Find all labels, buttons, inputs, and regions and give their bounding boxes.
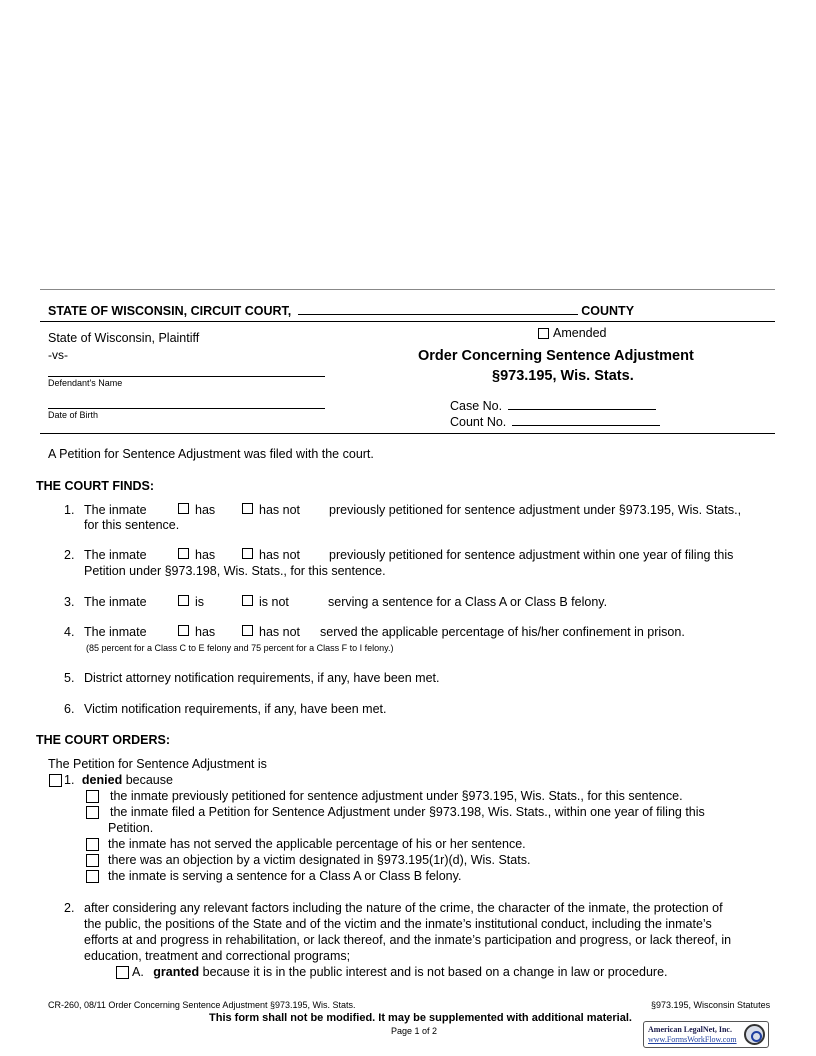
finding-4-num: 4.: [64, 625, 75, 639]
reason-4-text: there was an objection by a victim designated in §973.195(1r)(d), Wis. Stats.: [108, 853, 531, 867]
reason-3-checkbox[interactable]: [86, 838, 99, 851]
finding-1-cont: for this sentence.: [84, 518, 180, 532]
case-no-field: [450, 398, 656, 413]
caption-rule: [40, 433, 775, 434]
orders-heading: THE COURT ORDERS:: [36, 733, 171, 747]
footer-page-number: Page 1 of 2: [391, 1026, 438, 1036]
finding-2-has-label: has: [195, 548, 216, 562]
finding-3-is-not-label: is not: [259, 595, 289, 609]
finding-5-num: 5.: [64, 671, 75, 685]
findings-heading: THE COURT FINDS:: [36, 479, 155, 493]
order-1-num: 1.: [64, 773, 75, 787]
plaintiff-label: State of Wisconsin, Plaintiff: [48, 331, 200, 345]
finding-1-text: previously petitioned for sentence adjustment under §973.195, Wis. Stats.,: [329, 503, 742, 517]
order-2a-granted-label: granted: [153, 965, 200, 979]
finding-4-lead: The inmate: [84, 625, 147, 639]
count-no-blank[interactable]: [512, 414, 660, 426]
finding-3-is-not-checkbox[interactable]: [242, 595, 253, 606]
order-2a-text: because it is in the public interest and is not based on a change in law or procedure.: [202, 965, 668, 979]
footer-statute: §973.195, Wisconsin Statutes: [651, 1000, 771, 1010]
reason-1-text: the inmate previously petitioned for sentence adjustment under §973.195, Wis. Stats., for this sentence.: [110, 789, 683, 803]
order-1-because: because: [125, 773, 173, 787]
order-2a-label: A.: [132, 965, 144, 979]
order-1-denied-label: denied: [81, 773, 123, 787]
defendant-name-line[interactable]: [48, 376, 325, 377]
case-no-label: Case No.: [450, 399, 503, 413]
amended-checkbox[interactable]: [538, 328, 549, 339]
finding-6-text: Victim notification requirements, if any, have been met.: [84, 702, 387, 716]
state-court-label: STATE OF WISCONSIN, CIRCUIT COURT,: [48, 304, 292, 318]
defendant-name-label: Defendant's Name: [48, 378, 123, 388]
order-2-line-3: efforts at and progress in rehabilitation, or lack thereof, and the inmate’s participation and progress, or lack thereof, in: [84, 933, 732, 947]
finding-6-num: 6.: [64, 702, 75, 716]
finding-4-note: (85 percent for a Class C to E felony and 75 percent for a Class F to I felony.): [86, 643, 394, 653]
reason-5-text: the inmate is serving a sentence for a Class A or Class B felony.: [108, 869, 462, 883]
finding-1-has-not-checkbox[interactable]: [242, 503, 253, 514]
reason-3-text: the inmate has not served the applicable percentage of his or her sentence.: [108, 837, 526, 851]
intro-text: A Petition for Sentence Adjustment was filed with the court.: [48, 447, 374, 461]
finding-3-num: 3.: [64, 595, 75, 609]
footer-form-id: CR-260, 08/11 Order Concerning Sentence Adjustment §973.195, Wis. Stats.: [48, 1000, 356, 1010]
logo-company-name: American LegalNet, Inc.: [648, 1025, 732, 1034]
footer-notice: This form shall not be modified. It may be supplemented with additional material.: [209, 1012, 632, 1024]
case-no-blank[interactable]: [508, 398, 656, 410]
finding-3-lead: The inmate: [84, 595, 147, 609]
finding-1-has-checkbox[interactable]: [178, 503, 189, 514]
finding-1-lead: The inmate: [84, 503, 147, 517]
finding-4-has-not-checkbox[interactable]: [242, 625, 253, 636]
legalnet-logo: [643, 1021, 769, 1048]
finding-1-has-not-label: has not: [259, 503, 301, 517]
order-1-line: [64, 773, 173, 787]
order-2-line-2: the public, the positions of the State and of the victim and the inmate’s institutional conduct, including the inmate’s: [84, 917, 712, 931]
reason-2-cont: Petition.: [108, 821, 154, 835]
finding-1-has-label: has: [195, 503, 216, 517]
logo-emblem-icon: [744, 1024, 765, 1045]
finding-4-has-checkbox[interactable]: [178, 625, 189, 636]
finding-2-cont: Petition under §973.198, Wis. Stats., for this sentence.: [84, 564, 386, 578]
reason-2-text: the inmate filed a Petition for Sentence Adjustment under §973.198, Wis. Stats., within one year of filing this: [110, 805, 705, 819]
finding-3-text: serving a sentence for a Class A or Class B felony.: [328, 595, 608, 609]
county-label: COUNTY: [581, 304, 635, 318]
order-1-denied-checkbox[interactable]: [49, 774, 62, 787]
finding-3-is-checkbox[interactable]: [178, 595, 189, 606]
finding-4-has-label: has: [195, 625, 216, 639]
logo-url[interactable]: www.FormsWorkFlow.com: [648, 1035, 737, 1044]
form-title: Order Concerning Sentence Adjustment: [418, 348, 694, 364]
order-2a-line: [132, 965, 668, 979]
top-rule: [40, 289, 775, 290]
finding-2-num: 2.: [64, 548, 75, 562]
order-2-line-1: after considering any relevant factors including the nature of the crime, the character of the inmate, the protection of: [84, 901, 723, 915]
order-2-num: 2.: [64, 901, 75, 915]
dob-label: Date of Birth: [48, 410, 99, 420]
finding-2-has-not-label: has not: [259, 548, 301, 562]
header-rule: [40, 321, 775, 322]
court-header: [48, 302, 634, 318]
reason-1-checkbox[interactable]: [86, 790, 99, 803]
order-2a-granted-checkbox[interactable]: [116, 966, 129, 979]
finding-3-is-label: is: [195, 595, 205, 609]
reason-5-checkbox[interactable]: [86, 870, 99, 883]
vs-label: -vs-: [48, 348, 68, 362]
amended-label: Amended: [553, 326, 607, 340]
reason-4-checkbox[interactable]: [86, 854, 99, 867]
finding-2-text: previously petitioned for sentence adjustment within one year of filing this: [329, 548, 734, 562]
finding-1-num: 1.: [64, 503, 75, 517]
count-no-label: Count No.: [450, 415, 507, 429]
finding-2-lead: The inmate: [84, 548, 147, 562]
finding-4-has-not-label: has not: [259, 625, 301, 639]
order-2-line-4: education, treatment and correctional programs;: [84, 949, 351, 963]
orders-petition-is: The Petition for Sentence Adjustment is: [48, 757, 267, 771]
count-no-field: [450, 414, 660, 429]
dob-line[interactable]: [48, 408, 325, 409]
finding-2-has-checkbox[interactable]: [178, 548, 189, 559]
county-blank[interactable]: [298, 302, 578, 315]
finding-2-has-not-checkbox[interactable]: [242, 548, 253, 559]
finding-4-text: served the applicable percentage of his/her confinement in prison.: [320, 625, 685, 639]
form-subtitle: §973.195, Wis. Stats.: [492, 368, 634, 384]
reason-2-checkbox[interactable]: [86, 806, 99, 819]
finding-5-text: District attorney notification requirements, if any, have been met.: [84, 671, 440, 685]
